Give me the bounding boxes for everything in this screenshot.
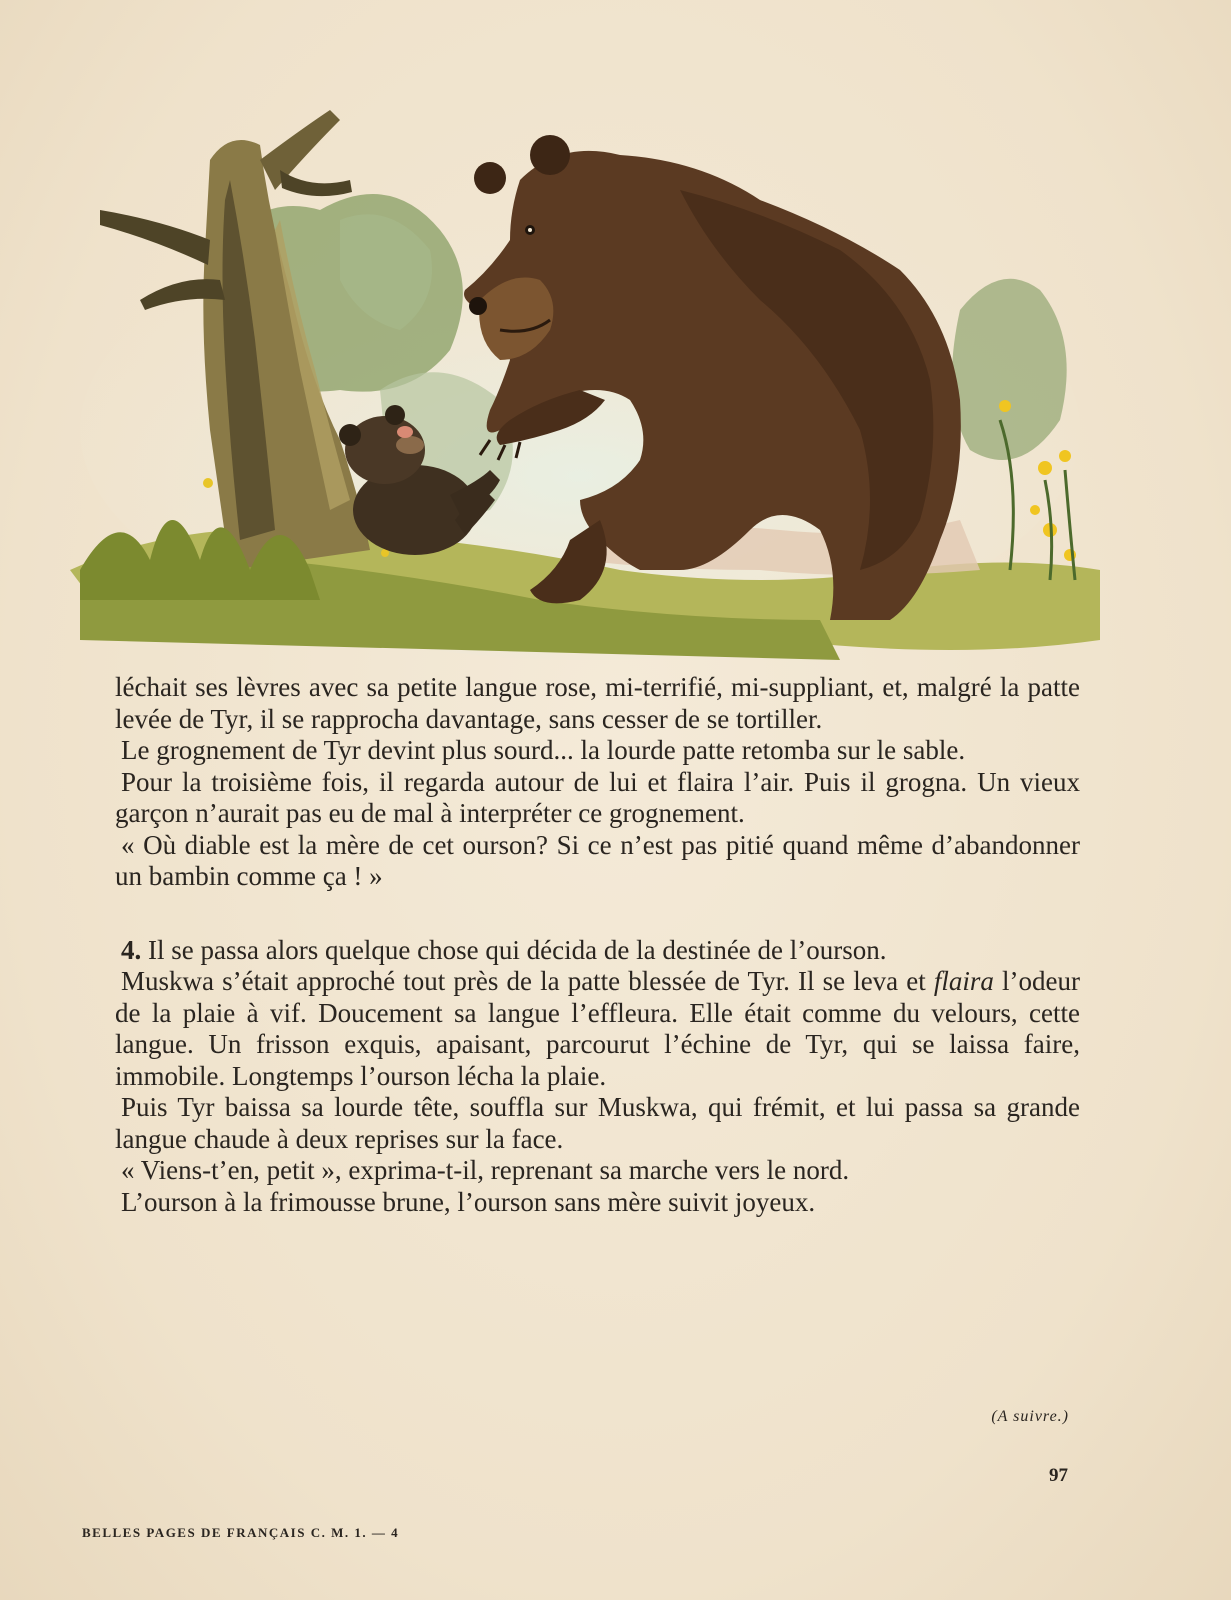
book-footer: BELLES PAGES DE FRANÇAIS C. M. 1. — 4 — [82, 1525, 400, 1540]
section-number: 4. — [121, 934, 142, 965]
paragraph: « Où diable est la mère de cet ourson? Si ce n’est pas pitié quand même d’abandonner un bambin comme ça ! » — [115, 829, 1080, 891]
to-be-continued: (A suivre.) — [991, 1408, 1069, 1425]
bear-illustration — [60, 100, 1110, 660]
paragraph: léchait ses lèvres avec sa petite langue rose, mi-terrifié, mi-suppliant, et, malgré la patte levée de Tyr, il se rapprocha davantage, sans cesser de se tortiller. — [115, 672, 1080, 734]
page-number: 97 — [1049, 1465, 1068, 1486]
paragraph: L’ourson à la frimousse brune, l’ourson sans mère suivit joyeux. — [121, 1186, 816, 1217]
section-intro-paragraph — [115, 935, 1080, 967]
section-intro-text: Il se passa alors quelque chose qui décida de la destinée de l’ourson. — [141, 934, 887, 965]
paragraph: Le grognement de Tyr devint plus sourd... la lourde patte retomba sur le sable. — [121, 735, 966, 765]
paragraph-text: Muskwa s’était approché tout près de la patte blessée de Tyr. Il se leva et — [121, 966, 934, 996]
story-text — [115, 672, 1080, 1218]
paragraph: Puis Tyr baissa sa lourde tête, souffla sur Muskwa, qui frémit, et lui passa sa grande langue chaude à deux reprises sur la face. — [115, 1092, 1080, 1154]
paragraph: Pour la troisième fois, il regarda autour de lui et flaira l’air. Puis il grogna. Un vieux garçon n’aurait pas eu de mal à interpréter ce grognement. — [115, 766, 1080, 828]
paragraph: « Viens-t’en, petit », exprima-t-il, reprenant sa marche vers le nord. — [121, 1155, 850, 1185]
paragraph — [115, 966, 1080, 1092]
paragraph-text: l’odeur de la plaie à vif. Doucement sa langue l’effleura. Elle était comme du velours, cette langue. Un frisson exquis, apaisant, parcourut l’échine de Tyr, qui se laissa faire, immobile. Longtemps l’ourson lécha la plaie. — [115, 966, 1080, 1091]
italic-word: flaira — [933, 966, 994, 996]
section-spacer — [115, 893, 1080, 935]
